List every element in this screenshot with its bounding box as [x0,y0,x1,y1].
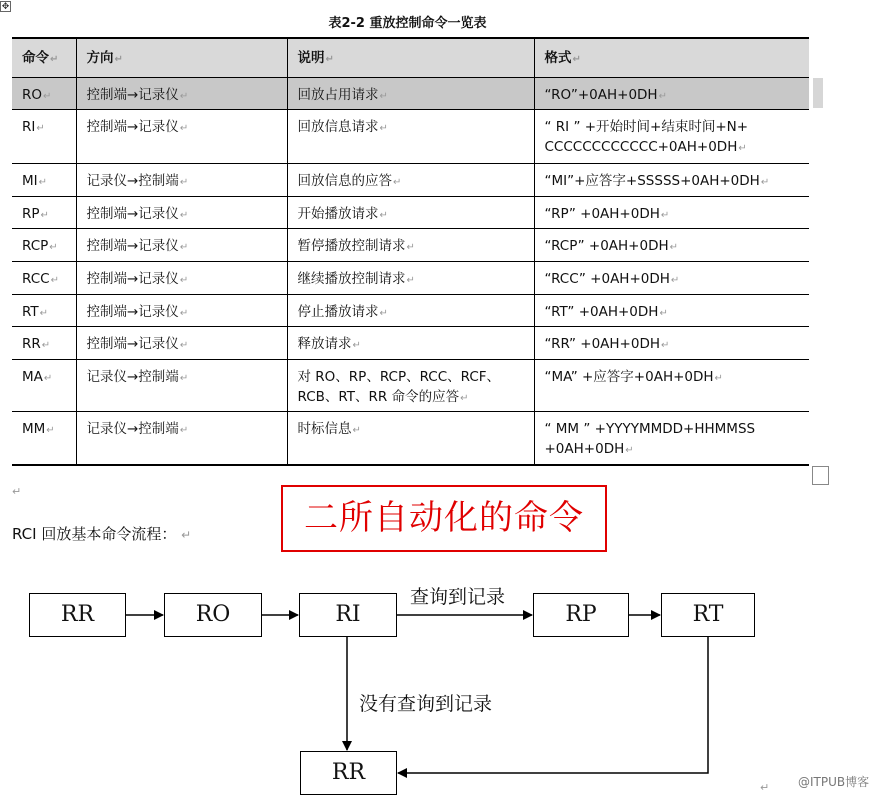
cell-direction: 记录仪→控制端↵ [76,163,287,196]
table-caption: 表2-2 重放控制命令一览表 [328,16,487,31]
rci-flow-intro: RCI 回放基本命令流程： ↵ [12,525,192,543]
cell-direction: 控制端→记录仪↵ [76,196,287,228]
cell-direction: 记录仪→控制端↵ [76,411,287,464]
cell-format: “ MM ” +YYYYMMDD+HHMMSS +0AH+0DH↵ [534,411,809,464]
cell-description: 释放请求↵ [287,326,534,359]
cell-format: “MI”+应答字+SSSSS+0AH+0DH↵ [534,163,809,196]
cell-command: RP↵ [22,205,49,222]
cell-format: “MA” +应答字+0AH+0DH↵ [534,359,809,411]
cell-direction: 控制端→记录仪↵ [76,109,287,163]
cell-description: 停止播放请求↵ [287,294,534,326]
label-no-record: 没有查询到记录 [359,693,493,715]
move-handle-icon[interactable]: ✥ [1,2,10,12]
flow-node-rr-start: RR [29,593,126,637]
cell-description: 回放信息的应答↵ [287,163,534,196]
cell-description: 对 RO、RP、RCP、RCC、RCF、RCB、RT、RR 命令的应答↵ [287,359,534,411]
cell-format: “RCP” +0AH+0DH↵ [534,228,809,261]
annotation-red-box: 二所自动化的命令 [281,485,607,552]
cell-direction: 控制端→记录仪↵ [76,326,287,359]
flow-node-ri: RI [299,593,397,637]
cell-format: “ RI ” +开始时间+结束时间+N+ CCCCCCCCCCCC+0AH+0DH↵ [534,109,809,163]
cell-format: “RR” +0AH+0DH↵ [534,326,809,359]
cell-command: MI↵ [22,172,48,189]
cell-command: MM↵ [22,420,55,437]
header-format: 格式↵ [534,39,809,77]
header-direction: 方向↵ [76,39,287,77]
label-found-record: 查询到记录 [410,586,506,608]
flow-node-rt: RT [661,593,755,637]
cell-description: 时标信息↵ [287,411,534,464]
cell-command: RO↵ [22,86,52,103]
cell-direction: 记录仪→控制端↵ [76,359,287,411]
flow-node-rr-end: RR [300,751,397,795]
cell-format: “RT” +0AH+0DH↵ [534,294,809,326]
cell-command: RCC↵ [22,270,59,287]
cell-description: 开始播放请求↵ [287,196,534,228]
cell-format: “RO”+0AH+0DH↵ [534,77,809,109]
header-command: 命令↵ [12,39,76,77]
flow-node-ro: RO [164,593,262,637]
cell-command: RT↵ [22,303,49,320]
watermark: @ITPUB博客 [798,775,870,789]
cell-direction: 控制端→记录仪↵ [76,294,287,326]
paragraph-mark-icon: ↵ [12,485,22,498]
cell-command: MA↵ [22,368,53,385]
cell-format: “RP” +0AH+0DH↵ [534,196,809,228]
cell-description: 继续播放控制请求↵ [287,261,534,294]
cell-command: RI↵ [22,118,45,135]
cell-direction: 控制端→记录仪↵ [76,261,287,294]
cell-command: RCP↵ [22,237,58,254]
cell-description: 回放信息请求↵ [287,109,534,163]
cell-description: 回放占用请求↵ [287,77,534,109]
flow-node-rp: RP [533,593,629,637]
paragraph-mark-icon: ↵ [760,781,770,794]
header-description: 说明↵ [287,39,534,77]
cell-description: 暂停播放控制请求↵ [287,228,534,261]
cell-direction: 控制端→记录仪↵ [76,77,287,109]
cell-command: RR↵ [22,335,51,352]
cell-format: “RCC” +0AH+0DH↵ [534,261,809,294]
cell-direction: 控制端→记录仪↵ [76,228,287,261]
